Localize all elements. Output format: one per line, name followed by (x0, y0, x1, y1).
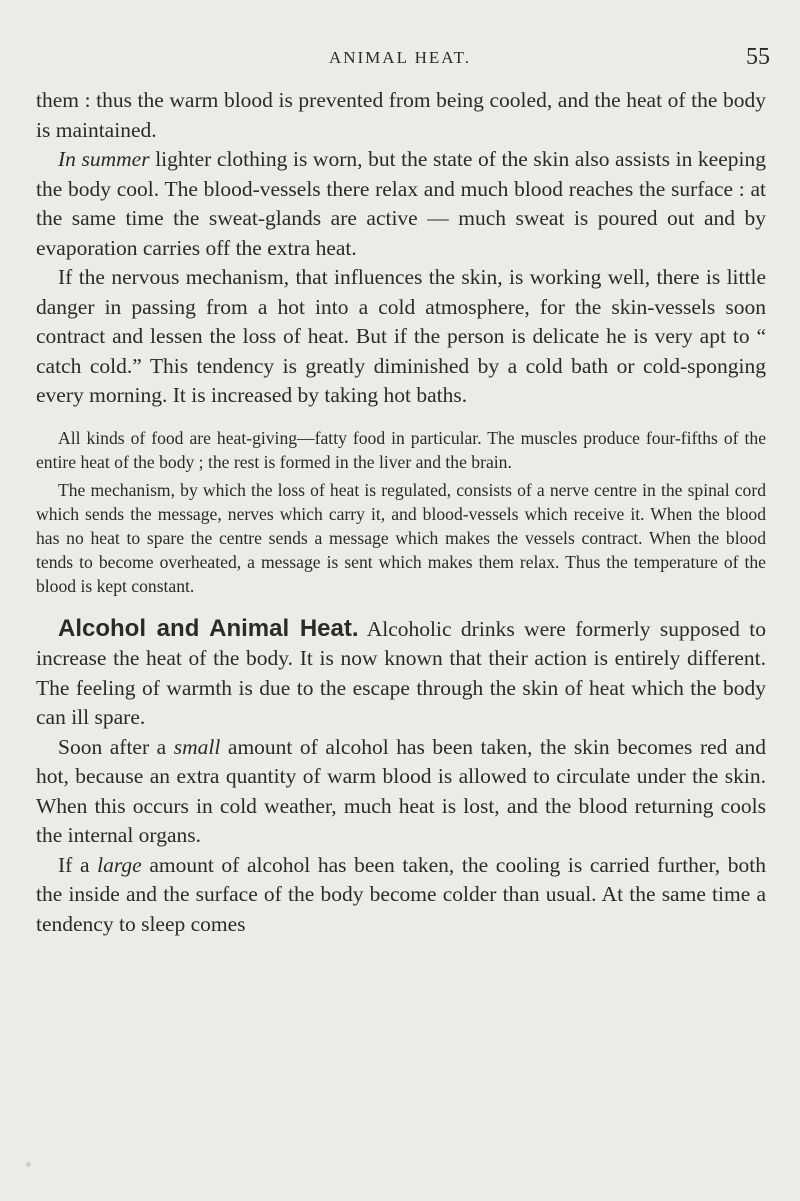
paragraph-1: them : thus the warm blood is prevented from being cooled, and the heat of the body is maintained. (36, 88, 766, 142)
paragraph-8-text-a: If a (58, 852, 98, 877)
section-heading: Alcohol and Animal Heat. (58, 614, 359, 642)
paragraph-2 (36, 145, 766, 263)
page-header (0, 44, 800, 78)
paragraph-4-note: All kinds of food are heat-giving—fatty food in particular. The muscles produce four-fifths of the entire heat of the body ; the rest is formed in the liver and the brain. (36, 427, 766, 472)
page-speck (26, 1162, 31, 1167)
paragraph-8-emphasis: large (97, 852, 142, 877)
paragraph-7-text-b: amount of alcohol has been taken, the skin becomes red and hot, because an extra quantity of warm blood is allowed to circulate under the skin. When this occurs in cold weather, much heat is lost, and the blood returning cools the internal organs. (36, 734, 766, 847)
paragraph-7-emphasis: small (173, 734, 221, 759)
paragraph-2-lead: In summer (58, 147, 150, 171)
running-title: ANIMAL HEAT. (328, 48, 472, 67)
paragraph-2-text: lighter clothing is worn, but the state of the skin also assists in keeping the body cool. The blood-vessels there relax and much blood reaches the surface : at the same time the sweat-glands are active — much sweat is poured out and by evaporation carries off the extra heat. (36, 147, 766, 260)
paragraph-8 (36, 851, 766, 940)
paragraph-3: If the nervous mechanism, that influences the skin, is working well, there is little danger in passing from a hot into a cold atmosphere, for the skin-vessels soon contract and lessen the loss of heat. But if the person is delicate he is very apt to “ catch cold.” This tendency is greatly diminished by a cold bath or cold-sponging every morning. It is increased by taking hot baths. (36, 265, 766, 407)
paragraph-6 (36, 614, 766, 733)
paragraph-6-text: Alcoholic drinks were formerly supposed to increase the heat of the body. It is now known that their action is entirely different. The feeling of warmth is due to the escape through the skin of heat which the body can ill spare. (36, 616, 766, 729)
paragraph-7-text-a: Soon after a (58, 734, 174, 759)
page-body (36, 86, 766, 939)
page-number: 55 (746, 44, 770, 70)
paragraph-5-note: The mechanism, by which the loss of heat is regulated, consists of a nerve centre in the spinal cord which sends the message, nerves which carry it, and blood-vessels which receive it. When the blood has no heat to spare the centre sends a message which makes the vessels contract. When the blood tends to become overheated, a message is sent which makes them relax. Thus the temperature of the blood is kept constant. (36, 479, 766, 596)
paragraph-8-text-b: amount of alcohol has been taken, the cooling is carried further, both the inside and the surface of the body become colder than usual. At the same time a tendency to sleep comes (36, 852, 766, 936)
paragraph-7 (36, 733, 766, 851)
